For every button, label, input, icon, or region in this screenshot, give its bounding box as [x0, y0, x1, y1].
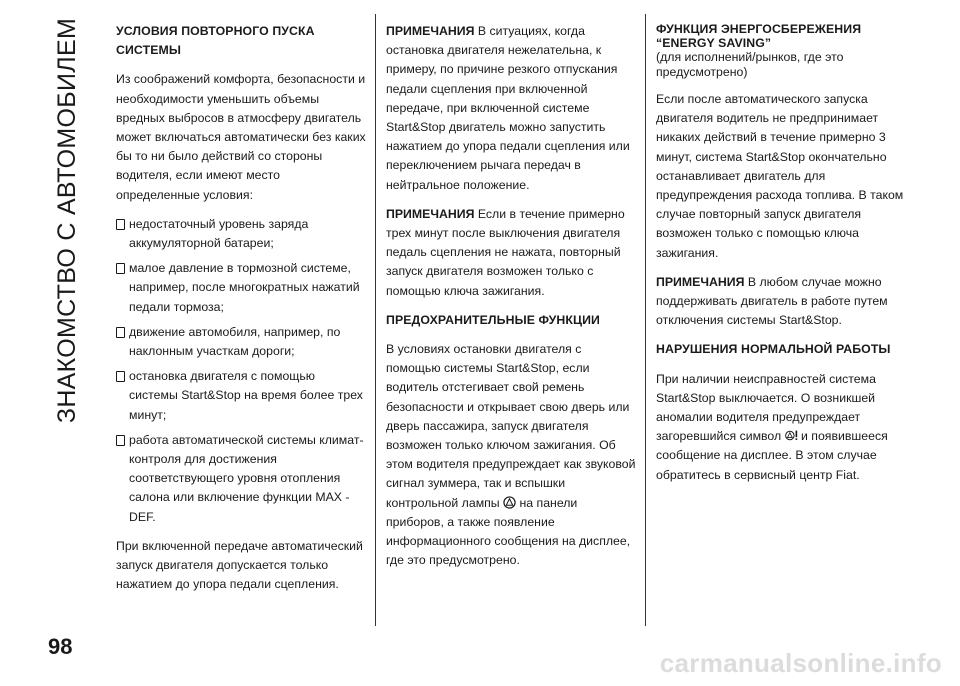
column-divider-2: [645, 14, 646, 626]
note-label: ПРИМЕЧАНИЯ: [386, 24, 475, 38]
list-item: [116, 367, 366, 425]
energy-saving-subheading: (для исполнений/рынков, где это предусмотрено): [656, 50, 844, 79]
malfunction-text-b: и появившееся сообщение на дисплее. В этом случае обратитесь в сервисный центр Fiat.: [656, 429, 888, 482]
column-restart-conditions: [116, 22, 366, 604]
checkbox-bullet-icon: [116, 219, 125, 230]
checkbox-bullet-icon: [116, 263, 125, 274]
list-item-text: недостаточный уровень заряда аккумуляторной батареи;: [129, 216, 309, 251]
heading-restart-conditions: УСЛОВИЯ ПОВТОРНОГО ПУСКА СИСТЕМЫ: [116, 24, 315, 58]
checkbox-bullet-icon: [116, 327, 125, 338]
list-item-text: остановка двигателя с помощью системы Start&Stop на время более трех минут;: [129, 369, 363, 422]
list-item-text: движение автомобиля, например, по наклонным участкам дороги;: [129, 324, 341, 359]
note-label: ПРИМЕЧАНИЯ: [656, 274, 745, 289]
heading-safety-functions: ПРЕДОХРАНИТЕЛЬНЫЕ ФУНКЦИИ: [386, 312, 600, 327]
list-item: [116, 323, 366, 361]
list-item-text: малое давление в тормозной системе, например, после многократных нажатий педали тормоза;: [129, 261, 360, 314]
safety-text-b: на панели приборов, а также появление информационного сообщения на дисплее, где это предусмотрено.: [386, 495, 631, 568]
restart-intro: Из соображений комфорта, безопасности и необходимости уменьшить объемы вредных выбросов в атмосферу двигатель может включаться автоматически без каких бы то ни было действий со стороны водителя, если имеют место определенные условия:: [116, 72, 366, 202]
energy-saving-paragraph: Если после автоматического запуска двигателя водитель не предпринимает никаких действий в течение примерно 3 минут, система Start&Stop окончательно останавливает двигатель для предупреждения расхода топлива. В таком случае повторный запуск двигателя возможен только с помощью ключа зажигания.: [656, 92, 904, 260]
malfunction-paragraph: [656, 370, 906, 485]
note-text: В любом случае можно поддерживать двигатель в работе путем отключения системы Start&Stop.: [656, 274, 888, 328]
note-paragraph-2: [386, 205, 636, 301]
column-divider-1: [375, 14, 376, 626]
side-title-text: ЗНАКОМСТВО С АВТОМОБИЛЕМ: [53, 17, 82, 423]
checkbox-bullet-icon: [116, 371, 125, 382]
page-number: 98: [48, 634, 73, 659]
malfunction-text-a: При наличии неисправностей система Start&Stop выключается. О возникшей аномалии водителя предупреждает загоревшийся символ: [656, 371, 876, 444]
list-item-text: работа автоматической системы климат-контроля для достижения соответствующего уровня отопления салона или включение функции MAX - DEF.: [129, 432, 364, 524]
heading-energy-saving: ФУНКЦИЯ ЭНЕРГОСБЕРЕЖЕНИЯ “ENERGY SAVING”: [656, 22, 862, 50]
list-item: [116, 215, 366, 253]
checkbox-bullet-icon: [116, 435, 125, 446]
list-item: [116, 259, 366, 317]
watermark: carmanualsonline.info: [659, 648, 942, 678]
restart-outro: При включенной передаче автоматический запуск двигателя допускается только нажатием до упора педали сцепления.: [116, 538, 363, 592]
column-notes-safety: [386, 22, 636, 580]
column-energy-saving: [656, 22, 906, 495]
note-paragraph-3: [656, 273, 906, 331]
note-paragraph-1: [386, 22, 636, 195]
note-text: В ситуациях, когда остановка двигателя нежелательна, к примеру, по причине резкого отпускания педали сцепления при включенной передаче, при включенной системе Start&Stop двигатель можно запустить нажатием до упора педали сцепления или переключением рычага передач в нейтральное положение.: [386, 24, 630, 192]
start-stop-fault-icon: [785, 429, 798, 442]
restart-conditions-list: [116, 215, 366, 527]
start-stop-warning-lamp-icon: [503, 496, 516, 509]
heading-malfunctions: НАРУШЕНИЯ НОРМАЛЬНОЙ РАБОТЫ: [656, 342, 891, 357]
energy-saving-heading-block: [656, 22, 906, 80]
note-text: Если в течение примерно трех минут после выключения двигателя педаль сцепления не нажата, повторный запуск двигателя возможен только с помощью ключа зажигания.: [386, 206, 625, 298]
section-side-title: [44, 14, 92, 426]
list-item: [116, 431, 366, 527]
note-label: ПРИМЕЧАНИЯ: [386, 206, 475, 221]
safety-text-a: В условиях остановки двигателя с помощью системы Start&Stop, если водитель отстегивает свой ремень безопасности и открывает свою дверь или дверь пассажира, запуск двигателя возможен только ключом зажигания. Об этом водителя предупреждает как звуковой сигнал зуммера, так и вспышки контрольной лампы: [386, 342, 636, 510]
safety-paragraph: [386, 340, 636, 570]
